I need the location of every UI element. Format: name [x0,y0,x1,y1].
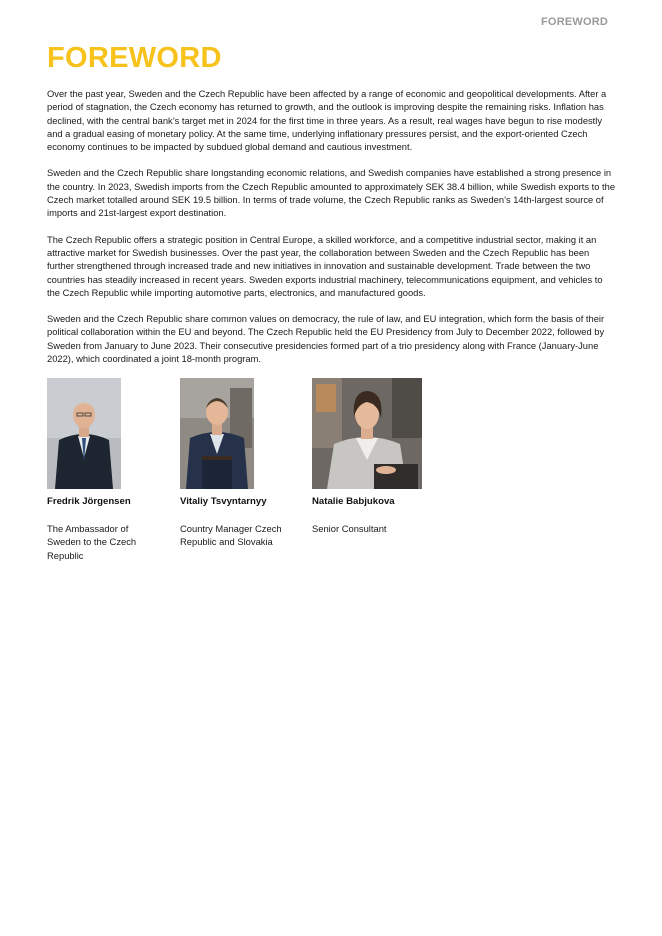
person-card [180,378,305,549]
page-title: FOREWORD [47,42,222,74]
portrait-photo [47,378,121,489]
paragraph-economy: Over the past year, Sweden and the Czech Republic have been affected by a range of economic and geopolitical developments. After a period of stagnation, the Czech economy has returned to growth, and the outlook is improving despite the remaining risks. Inflation has declined, with the central bank’s target met in 2024 for the first time in three years. As a result, real wages have begun to rise modestly and a gradual easing of monetary policy. At the same time, underlying inflationary pressures persist, and the export-oriented Czech economy continues to be impacted by subdued global demand and cautious investment. [47,89,607,153]
paragraph-strategic-position: The Czech Republic offers a strategic position in Central Europe, a skilled workforce, and a competitive industrial sector, making it an attractive market for Swedish businesses. Over the past year, the collaboration between Sweden and the Czech Republic has been further strengthened through increased trade and new initiatives in innovation and sustainable development. Trade between the two countries has steadily increased in recent years. Sweden exports industrial machinery, telecommunications equipment, and vehicles to the Czech Republic while importing automotive parts, electronics, and manufactured goods. [47,234,603,298]
paragraph-trade: Sweden and the Czech Republic share longstanding economic relations, and Swedish companies have established a strong presence in the country. In 2023, Swedish imports from the Czech Republic amounted to approximately SEK 38.4 billion, while Swedish exports to the Czech market totalled around SEK 19.5 billion. In terms of trade volume, the Czech Republic ranks as Sweden’s 14th-largest source of imports and 21st-largest export destination. [47,168,616,219]
person-role: Senior Consultant [312,523,387,534]
portrait-photo [312,378,422,489]
person-name: Natalie Babjukova [312,496,395,507]
person-card [47,378,172,562]
person-name: Fredrik Jörgensen [47,496,131,507]
person-role: The Ambassador of Sweden to the Czech Republic [47,523,137,561]
person-card [312,378,437,535]
running-header: FOREWORD [541,16,608,28]
foreword-body [47,88,617,379]
person-name: Vitaliy Tsvyntarnyy [180,496,267,507]
person-role: Country Manager Czech Republic and Slovakia [180,523,282,548]
paragraph-political-collaboration: Sweden and the Czech Republic share common values on democracy, the rule of law, and EU integration, which form the basis of their political collaboration within the EU and beyond. The Czech Republic held the EU Presidency from July to December 2022, followed by Sweden from January to June 2023. Their consecutive presidencies formed part of a trio presidency along with France (January-June 2022), which coordinated a joint 18-month program. [47,314,605,365]
portrait-photo [180,378,254,489]
